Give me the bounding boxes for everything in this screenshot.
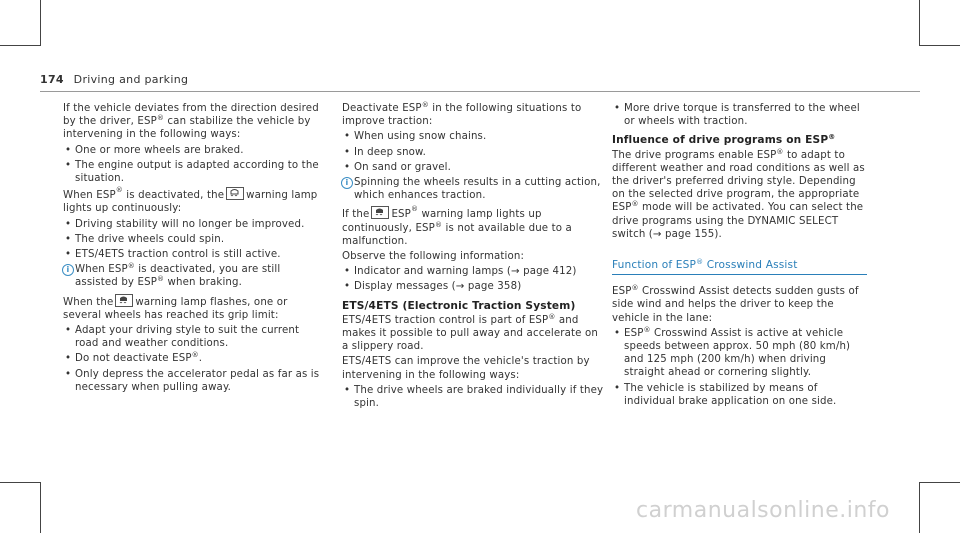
paragraph: When ESP® is deactivated, the warning lamp lights up continuously:: [63, 186, 318, 215]
header-divider: [40, 91, 920, 92]
bullet-list: [342, 384, 604, 410]
page-header: [40, 73, 188, 86]
list-item: • Driving stability will no longer be improved.: [63, 218, 325, 231]
page-number: 174: [40, 73, 64, 86]
list-item: • The vehicle is stabilized by means of individual brake application on one side.: [612, 382, 867, 408]
subsection-heading: Function of ESP® Crosswind Assist: [612, 259, 867, 275]
bullet-list: [342, 130, 604, 174]
list-item: • ESP® Crosswind Assist is active at vehicle speeds between approx. 50 mph (80 km/h) and 125 mph (200 km/h) when driving straight ahead or cornering slightly.: [612, 327, 867, 380]
info-icon: i: [341, 177, 353, 189]
crop-mark: [0, 45, 41, 46]
crop-mark: [919, 0, 920, 45]
section-heading: Influence of drive programs on ESP®: [612, 133, 836, 147]
esp-off-icon: [226, 187, 244, 200]
list-item: • The engine output is adapted according to the situation.: [63, 159, 325, 185]
esp-warning-icon: [371, 206, 389, 219]
list-item: • Do not deactivate ESP®.: [63, 352, 325, 365]
crop-mark: [919, 482, 920, 533]
bullet-list: [63, 324, 325, 394]
paragraph: When the warning lamp flashes, one or several wheels has reached its grip limit:: [63, 294, 325, 322]
column-2: [342, 102, 604, 412]
column-1: [63, 102, 325, 396]
bullet-list: [612, 102, 867, 128]
bullet-list: [612, 327, 867, 408]
watermark: carmanualsonline.info: [636, 498, 890, 523]
paragraph: ETS/4ETS can improve the vehicle's traction by intervening in the following ways:: [342, 356, 590, 381]
paragraph: The drive programs enable ESP® to adapt to different weather and road conditions as well as the driver's preferred driving style. Depending on the selected drive program, the appropriate ESP® mode will be activated. You can select the drive programs using the DYNAMIC SELECT switch (→ page 155).: [612, 147, 865, 240]
list-item: • The drive wheels are braked individually if they spin.: [342, 384, 604, 410]
list-item: • When using snow chains.: [342, 130, 604, 143]
crop-mark: [40, 482, 41, 533]
bullet-list: [63, 144, 325, 186]
list-item: • The drive wheels could spin.: [63, 233, 325, 246]
list-item: • More drive torque is transferred to the wheel or wheels with traction.: [612, 102, 867, 128]
list-item: • In deep snow.: [342, 146, 604, 159]
info-note: i When ESP® is deactivated, you are still assisted by ESP® when braking.: [63, 263, 325, 289]
list-item-link[interactable]: • Indicator and warning lamps (→ page 412): [342, 265, 604, 278]
column-3: [612, 102, 867, 410]
list-item: • Only depress the accelerator pedal as far as is necessary when pulling away.: [63, 368, 325, 394]
bullet-list: [342, 265, 604, 293]
crop-mark: [919, 45, 960, 46]
paragraph: Deactivate ESP® in the following situations to improve traction:: [342, 101, 582, 128]
crop-mark: [919, 482, 960, 483]
paragraph: Observe the following information:: [342, 251, 525, 263]
section-title: Driving and parking: [73, 73, 189, 86]
paragraph: If the ESP® warning lamp lights up continuously, ESP® is not available due to a malfunction.: [342, 205, 572, 247]
info-note: i Spinning the wheels results in a cutting action, which enhances traction.: [342, 176, 604, 202]
list-item-link[interactable]: • Display messages (→ page 358): [342, 280, 604, 293]
crop-mark: [0, 482, 41, 483]
paragraph: ESP® Crosswind Assist detects sudden gusts of side wind and helps the driver to keep the vehicle in the lane:: [612, 284, 859, 324]
list-item: • ETS/4ETS traction control is still active.: [63, 248, 325, 261]
section-heading: ETS/4ETS (Electronic Traction System): [342, 299, 576, 312]
esp-warning-icon: [115, 294, 133, 307]
paragraph: If the vehicle deviates from the direction desired by the driver, ESP® can stabilize the vehicle by intervening in the following ways:: [63, 103, 319, 141]
info-icon: i: [62, 264, 74, 276]
bullet-list: [63, 218, 325, 262]
list-item: • Adapt your driving style to suit the current road and weather conditions.: [63, 324, 325, 350]
list-item: • One or more wheels are braked.: [63, 144, 325, 157]
paragraph: ETS/4ETS traction control is part of ESP® and makes it possible to pull away and accelerate on a slippery road.: [342, 312, 598, 353]
crop-mark: [40, 0, 41, 45]
list-item: • On sand or gravel.: [342, 161, 604, 174]
